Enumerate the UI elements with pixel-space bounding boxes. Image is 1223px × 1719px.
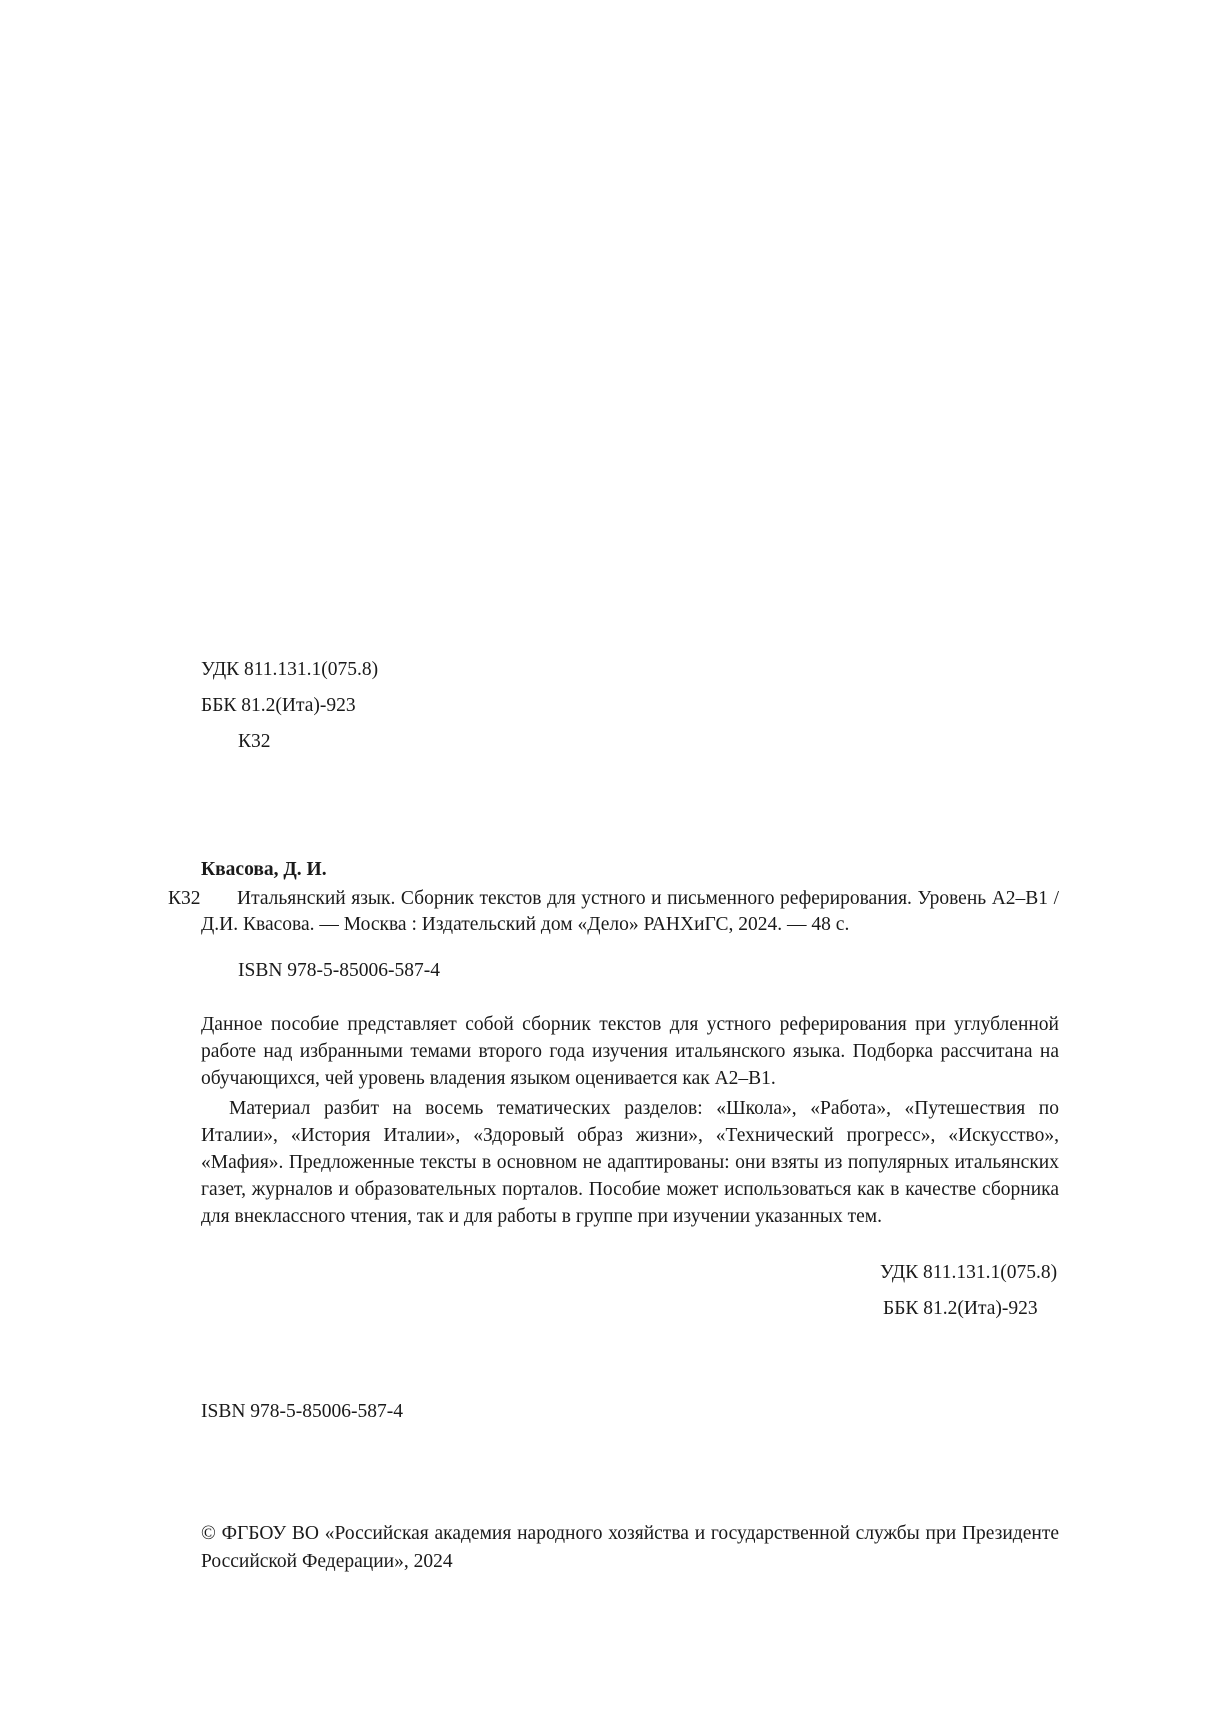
copyright-notice: © ФГБОУ ВО «Российская академия народного хозяйства и государственной службы при Президенте Российской Федерации», 2024: [201, 1523, 1059, 1572]
udk-bottom: УДК 811.131.1(075.8): [880, 1262, 1058, 1283]
margin-author-sign: К32: [168, 888, 201, 909]
annotation-paragraph-1: Данное пособие представляет собой сборник текстов для устного реферирования при углубленной работе над избранными темами второго года изучения итальянского языка. Подборка рассчитана на обучающихся, чей уровень владения языком оценивается как А2–В1.: [201, 1014, 1059, 1089]
annotation-paragraph-2: Материал разбит на восемь тематических разделов: «Школа», «Работа», «Путешествия по Италии», «История Италии», «Здоровый образ жизни», «Технический прогресс», «Искусство», «Мафия». Предложенные тексты в основном не адаптированы: они взяты из популярных итальянских газет, журналов и образовательных порталов. Пособие может использоваться как в качестве сборника для внеклассного чтения, так и для работы в группе при изучении указанных тем.: [201, 1098, 1059, 1227]
isbn-bottom: ISBN 978-5-85006-587-4: [201, 1401, 404, 1422]
isbn-top: ISBN 978-5-85006-587-4: [238, 960, 441, 981]
bbk-code: ББК 81.2(Ита)-923: [201, 695, 356, 716]
author-sign: К32: [238, 731, 271, 752]
author-heading: Квасова, Д. И.: [201, 859, 327, 880]
bbk-bottom: ББК 81.2(Ита)-923: [883, 1298, 1038, 1319]
udk-code: УДК 811.131.1(075.8): [201, 659, 379, 680]
bibliographic-description: Итальянский язык. Сборник текстов для устного и письменного реферирования. Уровень А2–В1 / Д.И. Квасова. — Москва : Издательский дом «Дело» РАНХиГС, 2024. — 48 с.: [201, 888, 1059, 935]
